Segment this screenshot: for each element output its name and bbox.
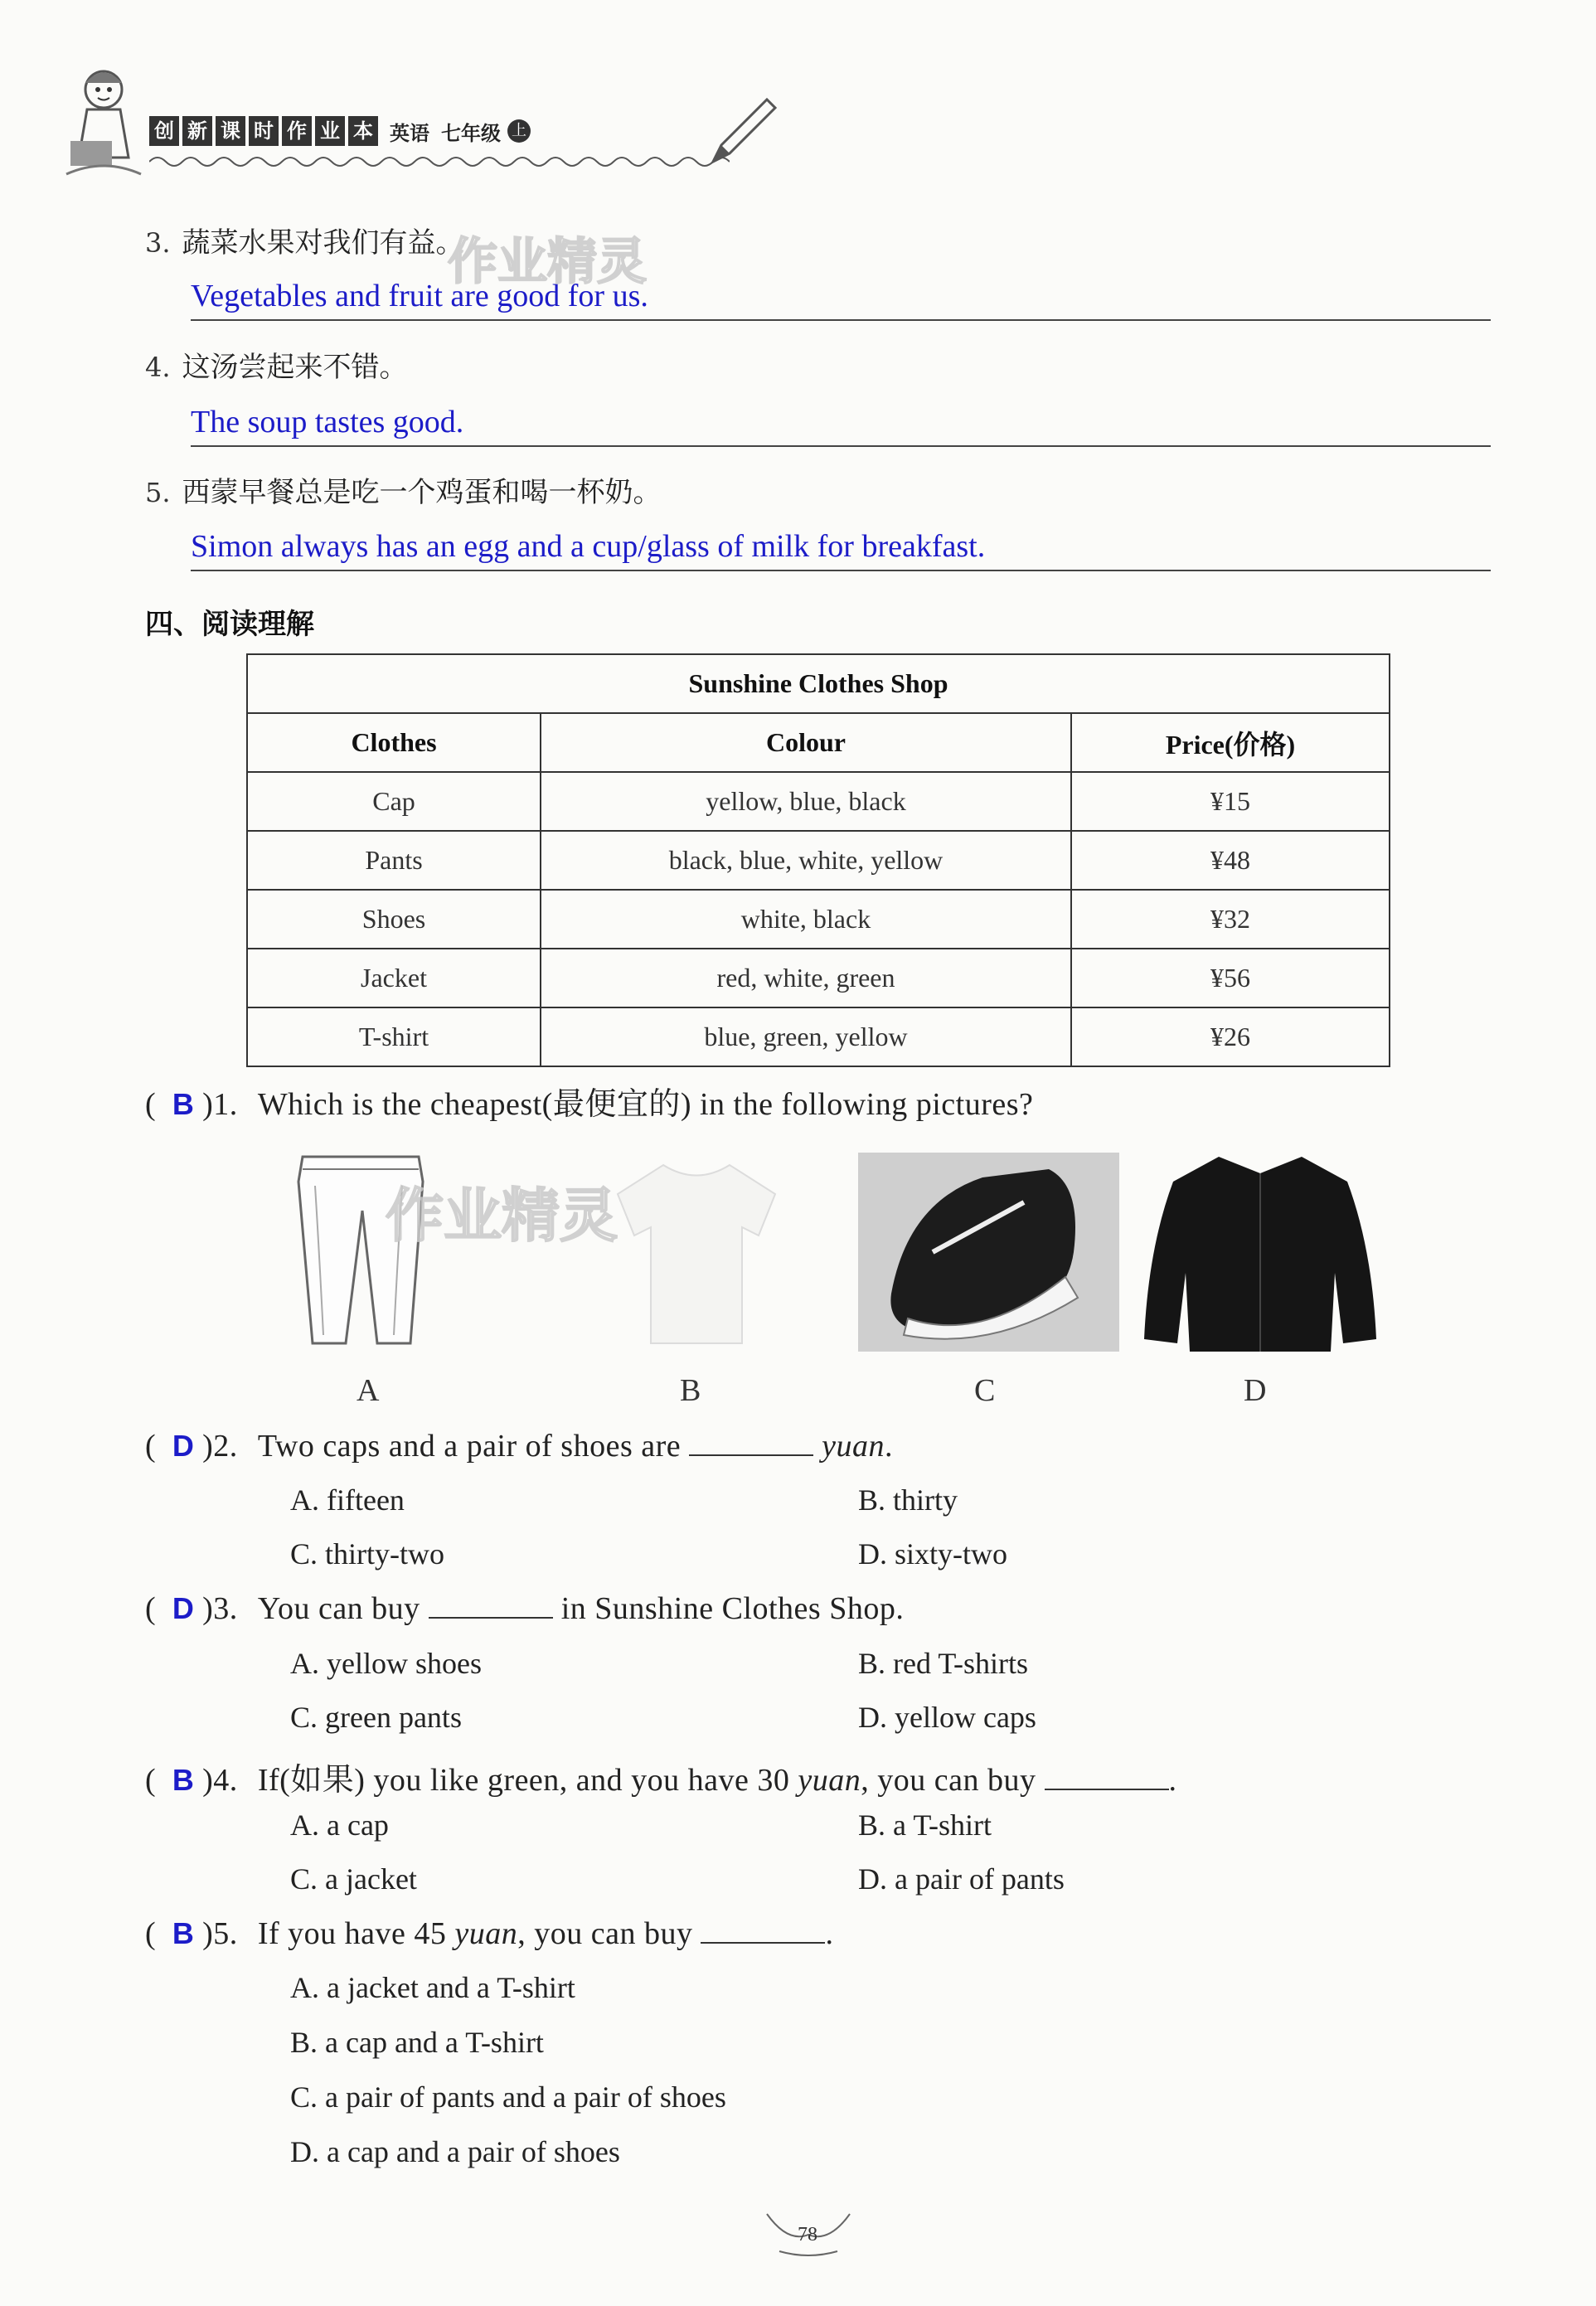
header-term: 上 xyxy=(507,119,531,143)
item-number: 3. xyxy=(145,227,171,259)
question-text: , you can buy xyxy=(861,1763,1036,1798)
table-row xyxy=(247,772,1390,831)
table-cell: Cap xyxy=(247,772,541,831)
table-row xyxy=(247,949,1390,1007)
pencil-icon xyxy=(705,95,779,170)
question-text: yuan xyxy=(454,1916,518,1951)
answer-mark: B xyxy=(172,1763,195,1797)
answer-mark: B xyxy=(172,1916,195,1950)
table-cell: ¥48 xyxy=(1071,831,1390,890)
column-header: Colour xyxy=(541,713,1071,772)
table-cell: Jacket xyxy=(247,949,541,1007)
watermark-text: 作业精灵 xyxy=(448,233,647,291)
answer-blank xyxy=(1045,1764,1169,1790)
option-d: D. yellow caps xyxy=(858,1701,1036,1734)
price-table xyxy=(246,653,1390,1067)
chinese-sentence: 这汤尝起来不错。 xyxy=(182,351,408,384)
brand-char: 课 xyxy=(216,116,245,146)
watermark-text: 作业精灵 xyxy=(386,1182,618,1250)
question-2: ( D )2. Two caps and a pair of shoes are yuan. xyxy=(145,1429,894,1464)
jacket-picture xyxy=(1140,1148,1380,1356)
question-text: , you can buy xyxy=(517,1916,693,1951)
answer-line-4 xyxy=(191,404,1491,447)
option-c: C. thirty-two xyxy=(290,1537,444,1571)
table-title: Sunshine Clothes Shop xyxy=(247,654,1390,713)
option-d: D. sixty-two xyxy=(858,1537,1007,1571)
table-row xyxy=(247,831,1390,890)
question-text: Which is the cheapest(最便宜的) in the following pictures? xyxy=(257,1087,1034,1122)
table-cell: ¥32 xyxy=(1071,890,1390,949)
section-title: 四、阅读理解 xyxy=(145,608,314,641)
option-c: C. a pair of pants and a pair of shoes xyxy=(290,2080,726,2114)
option-a: A. a jacket and a T-shirt xyxy=(290,1971,575,2004)
chinese-sentence: 蔬菜水果对我们有益。 xyxy=(182,226,464,260)
question-1: ( B )1. Which is the cheapest(最便宜的) in the following pictures? xyxy=(145,1087,1034,1122)
question-number: )4. xyxy=(202,1763,238,1798)
header-grade: 七年级 xyxy=(441,121,501,145)
table-cell: ¥15 xyxy=(1071,772,1390,831)
question-number: )3. xyxy=(202,1591,238,1626)
answer-mark: D xyxy=(172,1591,195,1625)
question-number: )2. xyxy=(202,1429,238,1464)
picture-label-d: D xyxy=(1244,1373,1267,1408)
picture-label-b: B xyxy=(680,1373,701,1408)
answer-mark: D xyxy=(172,1429,195,1463)
table-row xyxy=(247,890,1390,949)
question-text: If(如果) you like green, and you have 30 xyxy=(257,1763,790,1798)
translation-item-4 xyxy=(145,344,408,385)
table-cell: red, white, green xyxy=(541,949,1071,1007)
answer-blank xyxy=(701,1917,825,1944)
table-cell: blue, green, yellow xyxy=(541,1007,1071,1066)
answer-mark: B xyxy=(172,1087,195,1121)
option-b: B. a cap and a T-shirt xyxy=(290,2026,544,2059)
table-row xyxy=(247,1007,1390,1066)
answer-blank xyxy=(689,1430,813,1456)
option-c: C. green pants xyxy=(290,1701,462,1734)
brand-char: 本 xyxy=(348,116,378,146)
header-brand xyxy=(149,116,531,146)
brand-char: 创 xyxy=(149,116,179,146)
answer-line-3 xyxy=(191,278,1491,321)
question-text: If you have 45 xyxy=(257,1916,447,1951)
question-text: Two caps and a pair of shoes are xyxy=(257,1429,682,1464)
option-a: A. a cap xyxy=(290,1808,389,1842)
item-number: 4. xyxy=(145,352,171,383)
table-cell: ¥56 xyxy=(1071,949,1390,1007)
header-subject: 英语 xyxy=(390,121,429,145)
page-number: 78 xyxy=(798,2224,817,2245)
answer-text: Simon always has an egg and a cup/glass of milk for breakfast. xyxy=(191,529,986,564)
option-d: D. a cap and a pair of shoes xyxy=(290,2135,620,2168)
question-text: You can buy xyxy=(257,1591,420,1626)
option-c: C. a jacket xyxy=(290,1862,417,1896)
option-b: B. red T-shirts xyxy=(858,1647,1029,1680)
brand-char: 时 xyxy=(249,116,279,146)
table-header-row xyxy=(247,713,1390,772)
question-4: ( B )4. If(如果) you like green, and you have 30 yuan, you can buy . xyxy=(145,1763,1177,1798)
answer-blank xyxy=(429,1592,553,1619)
option-d: D. a pair of pants xyxy=(858,1862,1065,1896)
table-cell: ¥26 xyxy=(1071,1007,1390,1066)
picture-label-c: C xyxy=(974,1373,996,1408)
table-cell: T-shirt xyxy=(247,1007,541,1066)
brand-char: 作 xyxy=(282,116,312,146)
chinese-sentence: 西蒙早餐总是吃一个鸡蛋和喝一杯奶。 xyxy=(182,476,662,509)
header-wavy-line xyxy=(149,153,730,170)
question-3: ( D )3. You can buy in Sunshine Clothes Shop. xyxy=(145,1591,905,1626)
option-b: B. thirty xyxy=(858,1483,958,1517)
table-cell: white, black xyxy=(541,890,1071,949)
column-header: Clothes xyxy=(247,713,541,772)
table-cell: yellow, blue, black xyxy=(541,772,1071,831)
question-5: ( B )5. If you have 45 yuan, you can buy . xyxy=(145,1916,834,1951)
question-text: . xyxy=(825,1916,834,1951)
option-a: A. yellow shoes xyxy=(290,1647,482,1680)
answer-text: The soup tastes good. xyxy=(191,405,464,439)
translation-item-5 xyxy=(145,469,662,510)
table-cell: black, blue, white, yellow xyxy=(541,831,1071,890)
brand-char: 业 xyxy=(315,116,345,146)
header-mascot xyxy=(58,58,149,182)
table-cell: Shoes xyxy=(247,890,541,949)
picture-label-a: A xyxy=(357,1373,380,1408)
table-cell: Pants xyxy=(247,831,541,890)
question-number: )1. xyxy=(202,1087,238,1122)
option-a: A. fifteen xyxy=(290,1483,405,1517)
question-text: in Sunshine Clothes Shop. xyxy=(560,1591,905,1626)
question-text: yuan xyxy=(822,1429,885,1464)
question-text: . xyxy=(885,1429,894,1464)
brand-char: 新 xyxy=(182,116,212,146)
translation-item-3 xyxy=(145,220,464,260)
table-title-row xyxy=(247,654,1390,713)
shoes-picture xyxy=(858,1153,1119,1352)
question-text: . xyxy=(1168,1763,1177,1798)
question-text: yuan xyxy=(798,1763,861,1798)
answer-text: Vegetables and fruit are good for us. xyxy=(191,279,648,313)
column-header: Price(价格) xyxy=(1071,713,1390,772)
tshirt-picture xyxy=(614,1157,779,1347)
question-number: )5. xyxy=(202,1916,238,1951)
answer-line-5 xyxy=(191,528,1491,571)
item-number: 5. xyxy=(145,477,171,508)
option-b: B. a T-shirt xyxy=(858,1808,992,1842)
